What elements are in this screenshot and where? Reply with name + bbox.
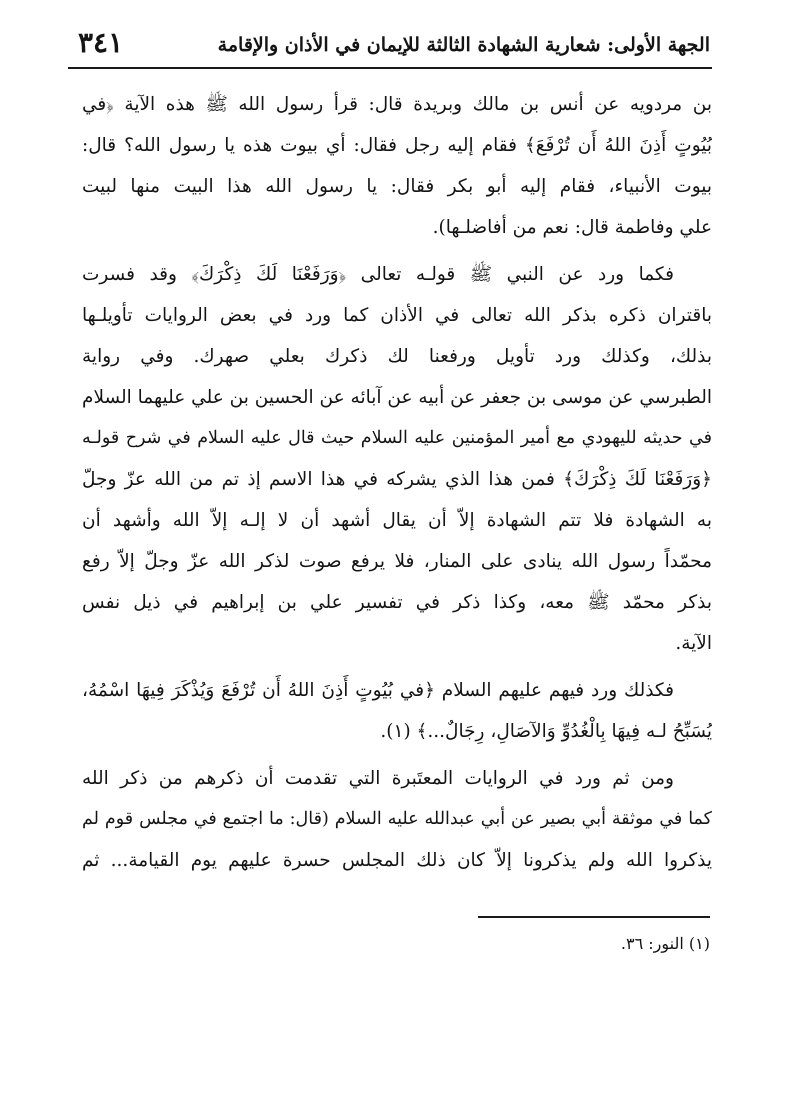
body-line: فكذلك ورد فيهم عليهم السلام ﴿في بُيُوتٍ أَذِنَ اللهُ أَن تُرْفَعَ وَيُذْكَرَ فِيهَا اسْمُهُ، [82,680,674,701]
body-line: بذكر محمّد ﷺ معه، وكذا ذكر في تفسير علي بن إبراهيم في ذيل نفس [82,592,712,613]
body-line: به الشهادة فلا تتم الشهادة إلاّ أن يقال أشهد أن لا إلـه إلاّ الله وأشهد أن [82,510,712,531]
body-line: يذكروا الله ولم يذكرونا إلاّ كان ذلك المجلس حسرة عليهم يوم القيامة... ثم [82,850,712,871]
body-line: بيوت الأنبياء، فقام إليه أبو بكر فقال: يا رسول الله هذا البيت منها لبيت [82,176,712,197]
body-line: بن مردويه عن أنس بن مالك وبريدة قال: قرأ رسول الله ﷺ هذه الآية ﴿في [82,94,712,115]
running-title: الجهة الأولى: شعارية الشهادة الثالثة للإيمان في الأذان والإقامة [217,34,710,56]
body-line: باقتران ذكره بذكر الله تعالى في الأذان كما ورد في بعض الروايات تأويلـها [82,305,712,326]
body-line: كما في موثقة أبي بصير عن أبي عبدالله عليه السلام (قال: ما اجتمع في مجلس قوم لم [82,809,712,829]
footnote: (١) النور: ٣٦. [620,934,710,953]
body-line: الآية. [675,633,712,654]
body-text [82,84,712,881]
body-line: يُسَبِّحُ لـه فِيهَا بِالْغُدُوِّ وَالآصَالِ، رِجَالٌ...﴾ (١). [380,721,712,742]
page-header [70,24,710,66]
body-line: علي وفاطمة قال: نعم من أفاضلـها). [432,217,712,238]
body-line: ﴿وَرَفَعْنَا لَكَ ذِكْرَكَ﴾ فمن هذا الذي يشركه في هذا الاسم إذ تم من الله عزّ وجلّ [82,469,712,490]
body-line: بُيُوتٍ أَذِنَ اللهُ أَن تُرْفَعَ﴾ فقام إليه رجل فقال: أي بيوت هذه يا رسول الله؟ قال: [82,135,712,156]
body-line: في حديثه لليهودي مع أمير المؤمنين عليه السلام حيث قال عليه السلام في شرح قولـه [82,428,712,448]
body-line: فكما ورد عن النبي ﷺ قولـه تعالى ﴿وَرَفَعْنَا لَكَ ذِكْرَكَ﴾ وقد فسرت [82,264,674,285]
footnote-divider [478,916,710,918]
header-divider [68,67,712,69]
body-line: الطبرسي عن موسى بن جعفر عن أبيه عن آبائه عن الحسين بن علي عليهما السلام [82,387,712,408]
body-line: بذلك، وكذلك ورد تأويل ورفعنا لك ذكرك بعلي صهرك. وفي رواية [82,346,712,367]
body-line: محمّداً رسول الله ينادى على المنار، فلا يرفع صوت لذكر الله عزّ وجلّ إلاّ رفع [82,551,712,572]
page-number: ٣٤١ [78,26,124,59]
body-line: ومن ثم ورد في الروايات المعتَبرة التي تقدمت أن ذكرهم من ذكر الله [82,768,674,789]
